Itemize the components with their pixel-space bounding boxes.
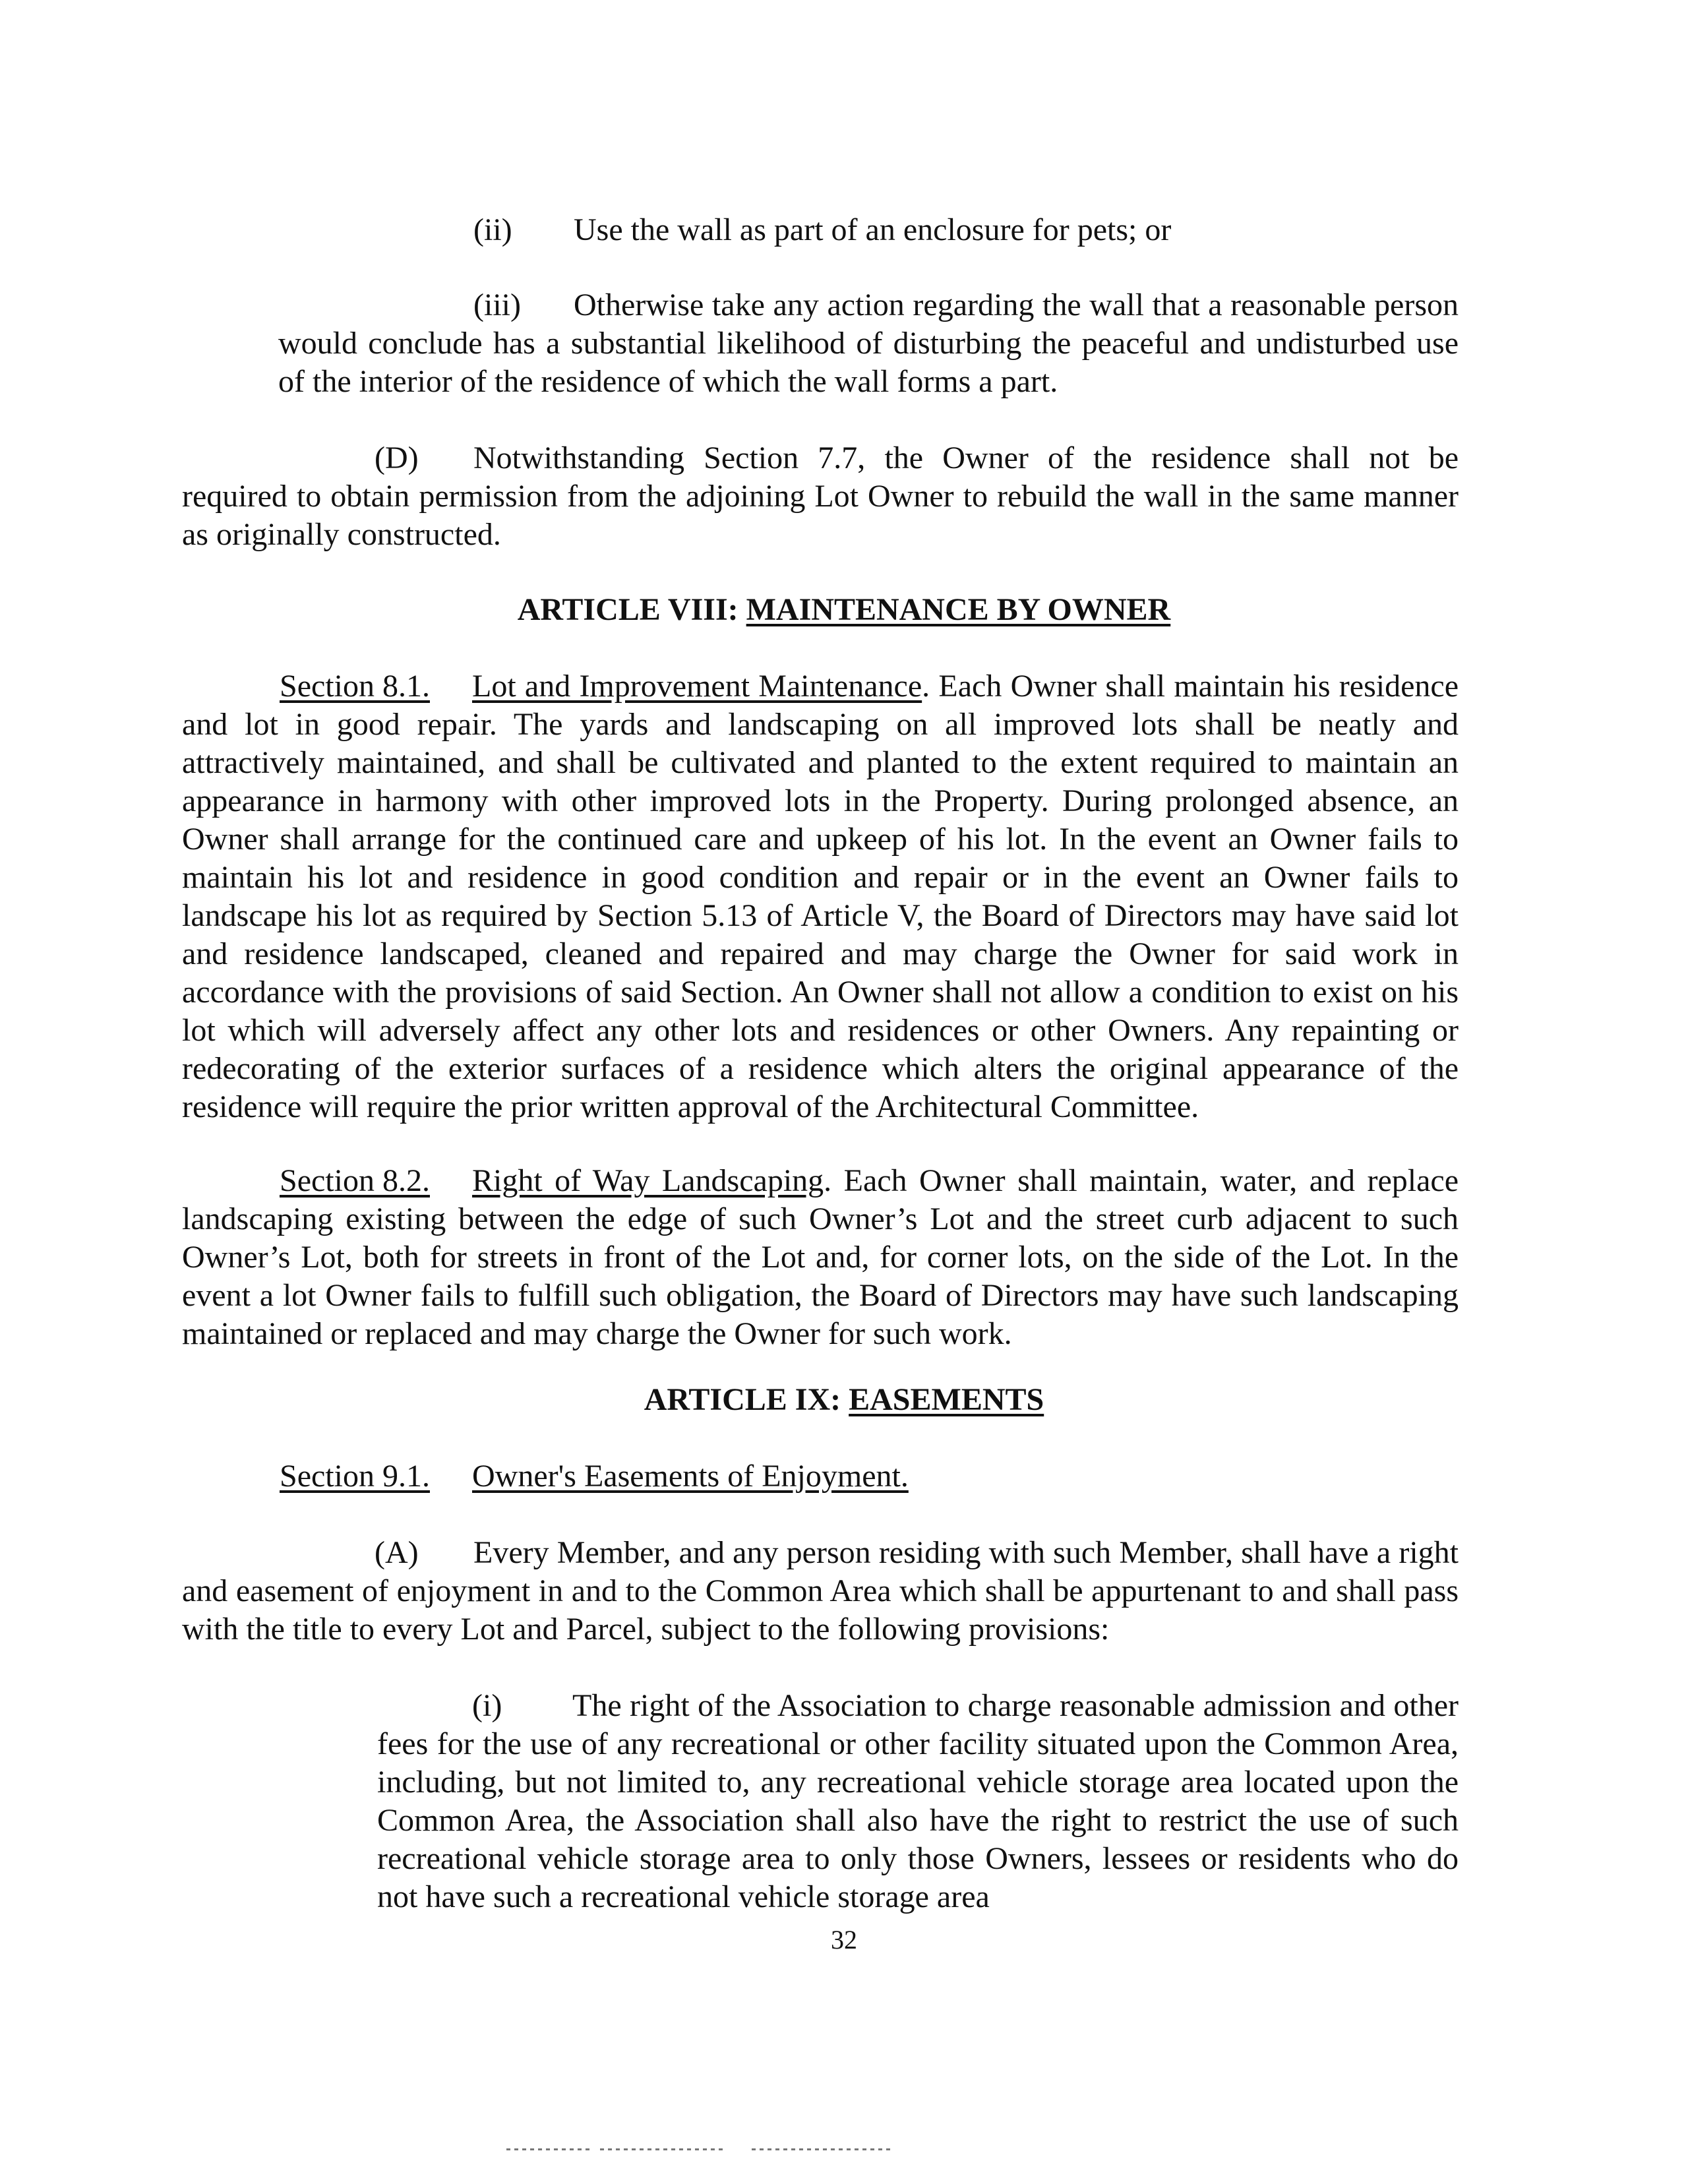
article-prefix: ARTICLE IX: bbox=[644, 1382, 841, 1417]
section-8-1 bbox=[182, 667, 1459, 1126]
section-9-1 bbox=[280, 1457, 909, 1496]
item-marker: (A) bbox=[375, 1535, 419, 1570]
section-title: Right of Way Landscaping bbox=[472, 1163, 824, 1198]
article-ix-heading bbox=[0, 1381, 1688, 1419]
section-text: . Each Owner shall maintain, water, and replace landscaping existing between the edge of such Owner’s Lot and the street curb adjacent to such Owner’s Lot, both for streets in front of the Lot and, for corner lots, on the side of the Lot. In the event a lot Owner fails to fulfill such obligation, the Board of Directors may have such landscaping maintained or replaced and may charge the Owner for such work. bbox=[182, 1163, 1459, 1351]
wall-item-ii bbox=[473, 211, 1171, 249]
item-text: Use the wall as part of an enclosure for pets; or bbox=[574, 212, 1172, 247]
item-marker: (iii) bbox=[473, 288, 521, 322]
wall-item-iii bbox=[278, 286, 1459, 401]
item-text: Otherwise take any action regarding the wall that a reasonable person would conclude has a substantial likelihood of disturbing the peaceful and undisturbed use of the interior of the residence of which the wall forms a part. bbox=[278, 288, 1459, 399]
scan-artifact bbox=[752, 2148, 891, 2150]
section-9-1-a-i bbox=[377, 1687, 1459, 1916]
item-text: Every Member, and any person residing with such Member, shall have a right and easement of enjoyment in and to the Common Area which shall be appurtenant to and shall pass with the title to every Lot and Parcel, subject to the following provisions: bbox=[182, 1535, 1459, 1647]
item-text: Notwithstanding Section 7.7, the Owner of the residence shall not be required to obtain permission from the adjoining Lot Owner to rebuild the wall in the same manner as originally constructed. bbox=[182, 440, 1459, 552]
section-number: Section 9.1. bbox=[280, 1459, 430, 1494]
section-text: . Each Owner shall maintain his residence and lot in good repair. The yards and landscaping on all improved lots shall be neatly and attractively maintained, and shall be cultivated and planted to the extent required to maintain an appearance in harmony with other improved lots in the Property. During prolonged absence, an Owner shall arrange for the continued care and upkeep of his lot. In the event an Owner fails to maintain his lot and residence in good condition and repair or in the event an Owner fails to landscape his lot as required by Section 5.13 of Article V, the Board of Directors may have said lot and residence landscaped, cleaned and repaired and may charge the Owner for said work in accordance with the provisions of said Section. An Owner shall not allow a condition to exist on his lot which will adversely affect any other lots and residences or other Owners. Any repainting or redecorating of the exterior surfaces of a residence which alters the original appearance of the residence will require the prior written approval of the Architectural Committee. bbox=[182, 669, 1459, 1124]
section-number: Section 8.2. bbox=[280, 1163, 430, 1198]
article-viii-heading bbox=[0, 591, 1688, 629]
section-number: Section 8.1. bbox=[280, 669, 430, 704]
section-8-2 bbox=[182, 1162, 1459, 1353]
item-marker: (ii) bbox=[473, 212, 512, 247]
item-marker: (i) bbox=[472, 1688, 502, 1723]
article-title: EASEMENTS bbox=[849, 1382, 1044, 1417]
article-title: MAINTENANCE BY OWNER bbox=[746, 592, 1171, 627]
page-number: 32 bbox=[831, 1925, 857, 1955]
item-text: The right of the Association to charge reasonable admission and other fees for the use of any recreational or other facility situated upon the Common Area, including, but not limited to, any recreational vehicle storage area located upon the Common Area, the Association shall also have the right to restrict the use of such recreational vehicle storage area to only those Owners, lessees or residents who do not have such a recreational vehicle storage area bbox=[377, 1688, 1459, 1914]
section-title: Owner's Easements of Enjoyment. bbox=[472, 1459, 909, 1494]
item-marker: (D) bbox=[375, 440, 419, 475]
section-title: Lot and Improvement Maintenance bbox=[472, 669, 922, 704]
scan-artifact bbox=[506, 2148, 589, 2150]
section-9-1-a bbox=[182, 1534, 1459, 1649]
scan-artifact bbox=[600, 2148, 725, 2150]
article-prefix: ARTICLE VIII: bbox=[517, 592, 738, 627]
section-d bbox=[182, 439, 1459, 554]
